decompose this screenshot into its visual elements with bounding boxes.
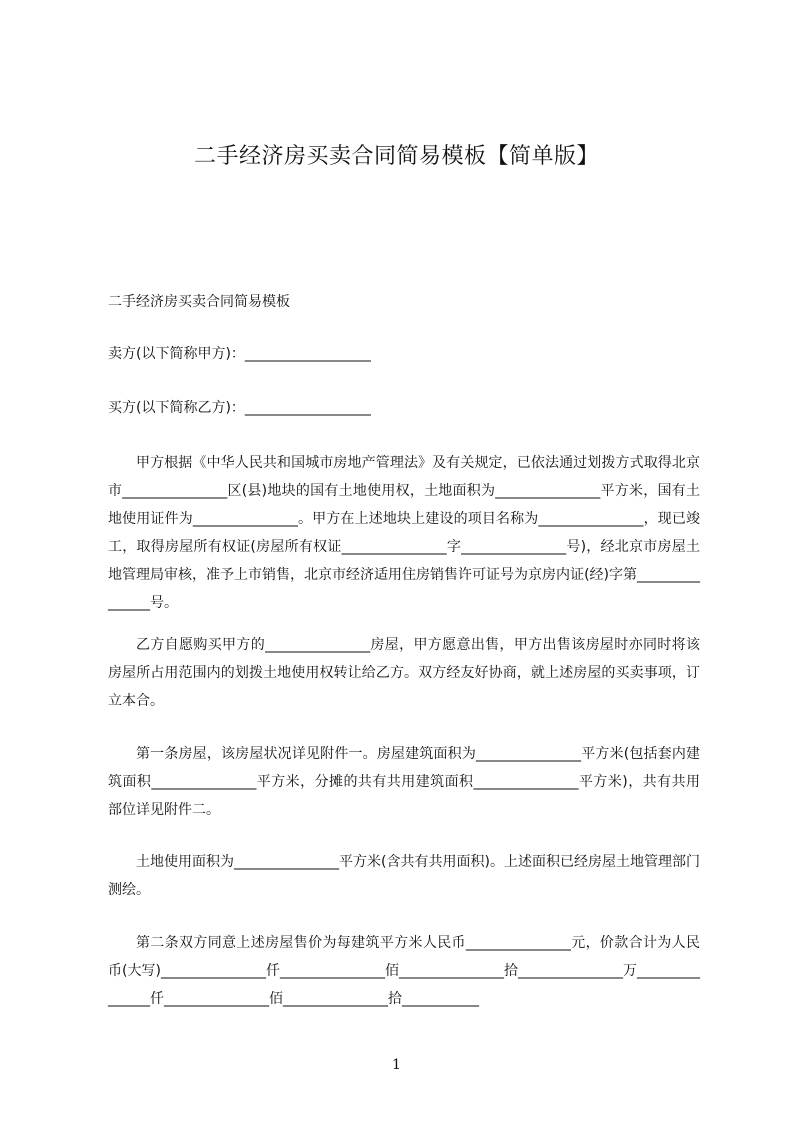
paragraph-purchase-intent: 乙方自愿购买甲方的_______________房屋，甲方愿意出售，甲方出售该房屋时亦同时将该房屋所占用范围内的划拨土地使用权转让给乙方。双方经友好协商，就上述房屋的买卖事项，订立本合。: [108, 637, 700, 709]
page-number: 1: [392, 1057, 401, 1073]
paragraph-subtitle: 二手经济房买卖合同简易模板: [108, 294, 290, 310]
paragraph-article-1: 第一条房屋，该房屋状况详见附件一。房屋建筑面积为_______________平方米(包括套内建筑面积_______________平方米，分摊的共有共用建筑面积_______________平方米)，共有共用部位详见附件二。: [108, 746, 700, 818]
document-title: 二手经济房买卖合同简易模板【简单版】: [193, 144, 599, 169]
paragraph-recitals: 甲方根据《中华人民共和国城市房地产管理法》及有关规定，已依法通过划拨方式取得北京市_______________区(县)地块的国有土地使用权，土地面积为_______________平方米，国有土地使用证件为_______________。甲方在上述地块上建设的项目名称为_______________，现已竣工，取得房屋所有权证(房屋所有权证_______________字_______________号)，经北京市房屋土地管理局审核，准予上市销售，北京市经济适用住房销售许可证号为京房内证(经)字第_______________号。: [108, 455, 700, 611]
paragraph-land-area: 土地使用面积为_______________平方米(含共有共用面积)。上述面积已经房屋土地管理部门测绘。: [108, 854, 700, 898]
paragraph-buyer: 买方(以下简称乙方)：__________________: [108, 400, 371, 416]
paragraph-article-2: 第二条双方同意上述房屋售价为每建筑平方米人民币_______________元，价款合计为人民币(大写)_______________仟_______________佰_______________拾_______________万_______________仟_______________佰_______________拾___________: [108, 935, 700, 1007]
paragraph-seller: 卖方(以下简称甲方)：__________________: [108, 346, 371, 362]
